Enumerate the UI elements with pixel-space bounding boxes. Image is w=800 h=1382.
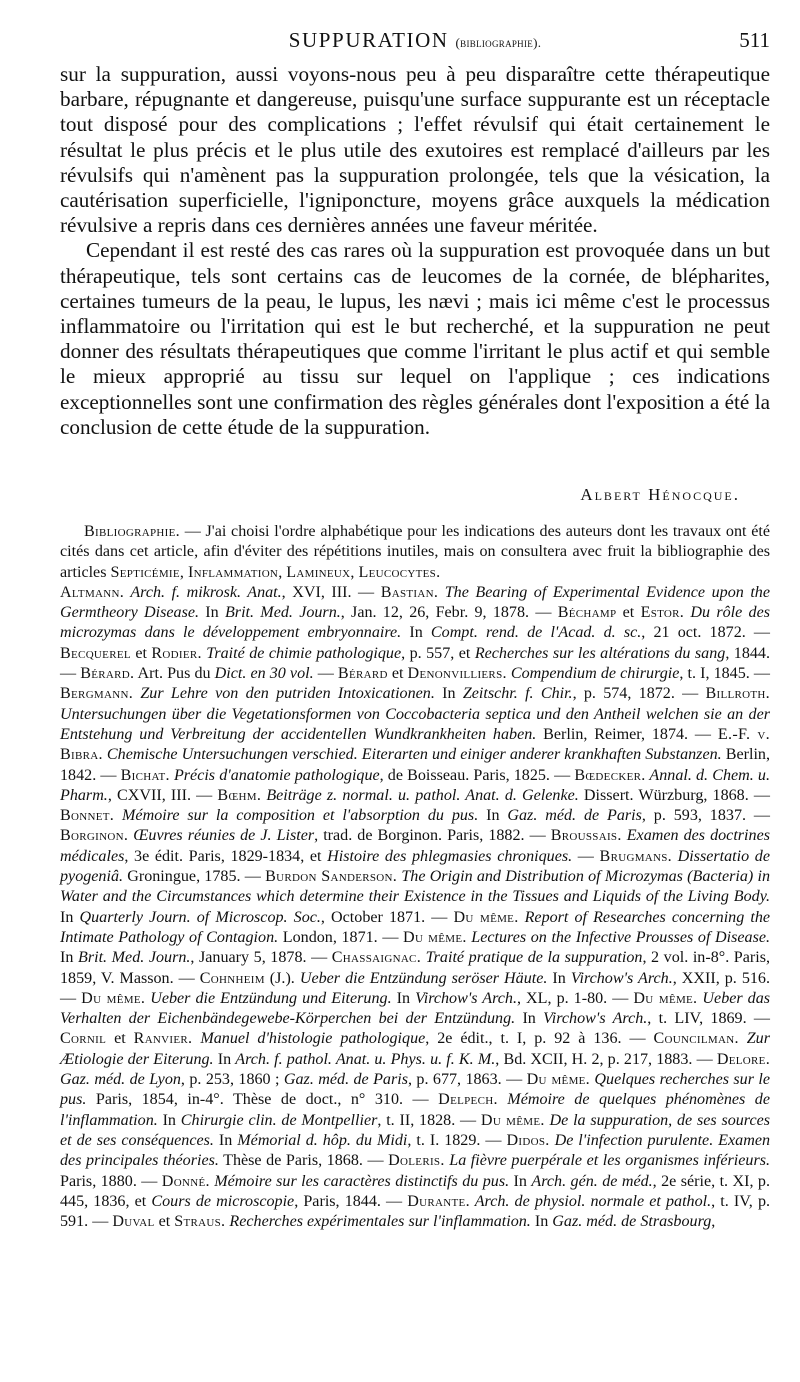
reference-title: Recherches expérimentales sur l'inflammation. <box>225 1213 531 1231</box>
reference-title: The Origin and Distribution of Microzymas (Bacteria) in Water and the Circumstances which determine their Existence in the Tissues and Liquids of the Living Body. <box>60 868 771 906</box>
paragraph-2: Cependant il est resté des cas rares où la suppuration est provoquée dans un but thérapeutique, tels sont certains cas de leucomes de la cornée, de blépharites, certaines tumeurs de la peau, le lupus, les nævi ; mais ici même c'est le processus inflammatoire ou l'irritation qui est le but recherché, et la suppuration ne peut donner des résultats thérapeutiques que comme l'irritant le plus actif et qui semble le mieux approprié au tissu sur lequel on l'applique ; ces indications exceptionnelles sont une confirmation des règles générales dont l'exposition a été la conclusion de cette étude de la suppuration. <box>60 238 770 439</box>
reference-text: (J.). <box>264 969 300 987</box>
reference-author: Duval <box>112 1213 155 1231</box>
reference-text: , p. 593, 1837. — <box>641 807 770 825</box>
reference-text: In <box>60 949 78 967</box>
reference-title: Chirurgie clin. de Montpellier <box>180 1111 378 1129</box>
reference-author: Broussais. <box>550 827 622 845</box>
reference-text: , p. 574, 1872. — <box>572 685 706 703</box>
reference-title: Gaz. méd. de Strasbourg <box>552 1213 712 1231</box>
reference-text: , t. I, 1845. — <box>679 665 770 683</box>
reference-title: Virchow's Arch. <box>415 989 517 1007</box>
reference-text: , trad. de Borginon. Paris, 1882. — <box>314 827 551 845</box>
reference-author: Rodier. <box>151 644 202 662</box>
reference-text: , t. I. 1829. — <box>407 1131 507 1149</box>
reference-author: Bœdecker. <box>574 766 646 784</box>
reference-author: Durante. <box>407 1192 470 1210</box>
reference-author: Bonnet. <box>60 807 115 825</box>
reference-author: Delore. <box>716 1050 771 1068</box>
reference-title: Chemische Untersuchungen verschied. Eiterarten und einiger anderer krankhaften Substanzen. <box>102 746 722 764</box>
separator: , <box>278 563 287 581</box>
reference-text: In <box>509 1172 532 1190</box>
reference-text: In <box>199 604 225 622</box>
reference-text: , t. LIV, 1869. — <box>647 1010 770 1028</box>
reference-author: Brugmans. <box>599 847 672 865</box>
reference-text: , 3e édit. Paris, 1829-1834, et <box>124 847 328 865</box>
reference-text: et <box>154 1213 175 1231</box>
reference-author: Bastian. <box>380 583 439 601</box>
reference-title: Dict. en 30 vol. <box>214 665 314 683</box>
reference-title: Du rôle des microzymas dans le développement embryonnaire. <box>60 604 771 642</box>
reference-author: E.-F. v. Bibra. <box>60 725 770 764</box>
end-punctuation: . <box>436 563 441 581</box>
reference-text: et <box>130 644 152 662</box>
reference-title: Quelques recherches sur le pus. <box>60 1071 771 1109</box>
reference-text: In <box>434 685 463 703</box>
reference-title: Précis d'anatomie pathologique <box>169 766 380 784</box>
reference-author: Billroth. <box>705 685 770 703</box>
reference-text: In <box>515 1010 544 1028</box>
reference-text: , 2e série, t. XI, p. 445, 1836, et <box>60 1172 770 1210</box>
reference-author: Altmann. <box>60 583 125 601</box>
reference-text: Art. Pus du <box>134 665 215 683</box>
reference-author: Bœhm. <box>217 786 262 804</box>
reference-text: London, 1871. — <box>278 928 404 946</box>
reference-text: Paris, 1854, in-4°. Thèse de doct., n° 310. — <box>86 1091 439 1109</box>
reference-title: Ueber die Entzündung und Eiterung. <box>145 989 392 1007</box>
reference-title: Mémorial d. hôp. du Midi <box>237 1131 408 1149</box>
reference-author: Bichat. <box>120 766 170 784</box>
section-subtitle: (bibliographie). <box>455 35 542 50</box>
reference-text: , 2 vol. in-8°. Paris, 1859, V. Masson. — <box>60 949 771 987</box>
reference-title: Recherches sur les altérations du sang <box>474 644 726 662</box>
reference-title: Compendium de chirurgie <box>506 665 680 683</box>
reference-author: Du même. <box>453 908 519 926</box>
reference-text: Berlin, Reimer, 1874. — <box>536 725 718 743</box>
reference-title: Zeitschr. f. Chir. <box>462 685 573 703</box>
reference-title: La fièvre puerpérale et les organismes inférieurs. <box>444 1152 770 1170</box>
reference-text: In <box>60 908 80 926</box>
reference-title: Dissertatio de pyogeniâ. <box>60 847 770 886</box>
reference-author: Borginon. <box>60 827 129 845</box>
reference-title: Arch. de physiol. normale et pathol. <box>469 1192 712 1210</box>
reference-author: Béchamp <box>557 604 617 622</box>
reference-text: , XXII, p. 516. — <box>60 969 771 1007</box>
reference-title: Annal. d. Chem. u. Pharm. <box>60 766 770 804</box>
reference-text: — <box>572 847 600 865</box>
reference-title: Beiträge z. normal. u. pathol. Anat. d. Gelenke. <box>261 786 579 804</box>
reference-author: Straus. <box>174 1213 226 1231</box>
reference-title: Traité de chimie pathologique <box>201 644 402 662</box>
reference-author: Cornil <box>60 1030 107 1048</box>
reference-author: Du même. <box>480 1111 545 1129</box>
separator: , <box>179 563 188 581</box>
reference-text: In <box>213 1050 236 1068</box>
bibliography-intro-text: — J'ai choisi l'ordre alphabétique pour les indications des auteurs dont les travaux ont été cités dans cet article, afin d'éviter des répétitions inutiles, mais on consultera avec fruit la bibliographie des articles <box>60 523 770 581</box>
reference-text: , Bd. XCII, H. 2, p. 217, 1883. — <box>495 1050 717 1068</box>
reference-title: De l'infection purulente. Examen des principales théories. <box>60 1131 771 1170</box>
reference-author: Donné. <box>161 1172 210 1190</box>
reference-text: Paris, 1880. — <box>60 1172 162 1190</box>
reference-text: , October 1871. — <box>320 908 454 926</box>
reference-text: , 21 oct. 1872. — <box>641 624 771 642</box>
reference-title: Cours de microscopie <box>151 1192 295 1210</box>
reference-text: In <box>213 1131 238 1149</box>
reference-author: Chassaignac. <box>331 949 422 967</box>
bibliography-entries <box>60 583 770 1233</box>
reference-author: Du même. <box>81 989 146 1007</box>
reference-text: , p. 677, 1863. — <box>407 1071 527 1089</box>
reference-text: , Paris, 1844. — <box>294 1192 408 1210</box>
reference-title: Œuvres réunies de J. Lister <box>128 827 315 845</box>
reference-title: Brit. Med. Journ. <box>78 949 191 967</box>
cross-ref-lamineux: Lamineux <box>286 563 351 581</box>
reference-text: , 1844. — <box>60 644 770 683</box>
reference-author: Estor. <box>640 604 685 622</box>
reference-text: , Jan. 12, 26, Febr. 9, 1878. — <box>340 604 558 622</box>
reference-title: Mémoire sur les caractères distinctifs du pus. <box>209 1172 510 1190</box>
reference-title: Mémoire sur la composition et l'absorption du pus. <box>114 807 479 825</box>
reference-title: Arch. gén. de méd. <box>531 1172 653 1190</box>
reference-author: Bergmann. <box>60 685 134 703</box>
reference-author: Du même. <box>526 1071 590 1089</box>
reference-author: Du même. <box>633 989 698 1007</box>
reference-author: Cohnheim <box>199 969 265 987</box>
reference-title: Untersuchungen über die Vegetationsformen von Coccobacteria septica und den Antheil welchen sie an der Entstehung und Verbreitung der accidentellen Wundkrankheiten haben. <box>60 705 770 743</box>
reference-title: Gaz. méd. de Paris <box>507 807 642 825</box>
cross-ref-septicemie: Septicémie <box>110 563 180 581</box>
reference-title: Gaz. méd. de Paris <box>283 1071 408 1089</box>
reference-title: Arch. f. pathol. Anat. u. Phys. u. f. K. M. <box>235 1050 496 1068</box>
reference-text: — <box>313 665 338 683</box>
reference-title: Ueber die Entzündung seröser Häute. <box>299 969 548 987</box>
reference-author: Denonvilliers. <box>407 665 507 683</box>
reference-text: , XL, p. 1-80. — <box>517 989 634 1007</box>
reference-text: In <box>530 1213 553 1231</box>
bibliography-intro <box>60 522 770 583</box>
reference-text: In <box>478 807 508 825</box>
reference-title: Ueber das Verhalten der Eichenbändegewebe-Körperchen bei der Entzündung. <box>60 989 771 1028</box>
reference-title: Traité pratique de la suppuration <box>421 949 643 967</box>
running-head <box>60 26 770 56</box>
reference-title: Zur Ætiologie der Eiterung. <box>60 1030 770 1068</box>
reference-text: , XVI, III. — <box>281 583 381 601</box>
reference-text: , de Boisseau. Paris, 1825. — <box>379 766 575 784</box>
reference-text: , t. IV, p. 591. — <box>60 1192 771 1231</box>
reference-text: et <box>106 1030 134 1048</box>
reference-title: Manuel d'histologie pathologique <box>192 1030 426 1048</box>
reference-author: Didos. <box>506 1131 550 1149</box>
reference-author: Du même. <box>403 928 467 946</box>
paragraph-1: sur la suppuration, aussi voyons-nous peu à peu disparaître cette thérapeutique barbare, répugnante et dangereuse, puisqu'une surface suppurante est un réceptacle tout disposé pour des complications ; l'effet révulsif qui était certainement le résultat le plus précis et le plus utile des exutoires est remplacé d'ailleurs par les révulsifs qui n'amènent pas la suppuration prolongée, tels que la vésication, la cautérisation superficielle, l'igniponcture, moyens grâce auxquels la médication révulsive a repris dans ces dernières années une faveur méritée. <box>60 62 770 238</box>
main-text <box>60 62 770 440</box>
reference-title: Virchow's Arch. <box>543 1010 648 1028</box>
reference-text: In <box>401 624 431 642</box>
reference-text: In <box>547 969 571 987</box>
reference-text: , January 5, 1878. — <box>190 949 332 967</box>
reference-title: Compt. rend. de l'Acad. d. sc. <box>430 624 642 642</box>
reference-title: De la suppuration, de ses sources et de ses conséquences. <box>60 1111 771 1149</box>
reference-text: , <box>711 1213 716 1231</box>
reference-author: Bérard <box>337 665 388 683</box>
reference-title: Lectures on the Infective Prousses of Disease. <box>466 928 771 946</box>
page-number: 511 <box>739 28 770 52</box>
reference-title: The Bearing of Experimental Evidence upon the Germtheory Disease. <box>60 583 770 622</box>
reference-title: Examen des doctrines médicales <box>60 827 770 865</box>
bibliography <box>60 522 770 1232</box>
reference-text: , p. 557, et <box>401 644 475 662</box>
reference-text: , p. 253, 1860 ; <box>180 1071 284 1089</box>
reference-text: et <box>387 665 408 683</box>
reference-title: Brit. Med. Journ. <box>224 604 341 622</box>
reference-author: Delpech. <box>438 1091 498 1109</box>
reference-title: Arch. f. mikrosk. Anat. <box>124 583 282 601</box>
reference-title: Gaz. méd. de Lyon <box>60 1071 181 1089</box>
reference-title: Report of Researches concerning the Intimate Pathology of Contagion. <box>60 908 771 946</box>
reference-title: Mémoire de quelques phénomènes de l'inflammation. <box>60 1091 770 1129</box>
reference-title: Quarterly Journ. of Microscop. Soc. <box>79 908 321 926</box>
reference-title: Histoire des phlegmasies chroniques. <box>327 847 573 865</box>
reference-text: et <box>616 604 641 622</box>
reference-text: Thèse de Paris, 1868. — <box>218 1152 389 1170</box>
reference-author: Becquerel <box>60 644 131 662</box>
reference-text: In <box>157 1111 181 1129</box>
reference-author: Councilman. <box>653 1030 739 1048</box>
author-signature: Albert Hénocque. <box>580 485 740 504</box>
reference-title: Zur Lehre von den putriden Intoxicationen. <box>133 685 435 703</box>
section-title: SUPPURATION <box>288 28 449 52</box>
reference-text: In <box>391 989 416 1007</box>
running-head-title <box>60 28 770 53</box>
bibliography-label: Bibliographie. <box>84 523 180 540</box>
reference-text: , t. II, 1828. — <box>377 1111 481 1129</box>
reference-author: Bérard. <box>80 665 135 683</box>
reference-title: Virchow's Arch. <box>570 969 673 987</box>
reference-text: , 2e édit., t. I, p. 92 à 136. — <box>425 1030 654 1048</box>
reference-text: Groningue, 1785. — <box>123 868 266 886</box>
cross-ref-inflammation: Inflammation <box>187 563 279 581</box>
reference-author: Burdon Sanderson. <box>265 868 398 886</box>
reference-author: Ranvier. <box>133 1030 193 1048</box>
reference-author: Doleris. <box>388 1152 445 1170</box>
separator: , <box>350 563 359 581</box>
reference-text: , CXVII, III. — <box>107 786 218 804</box>
reference-text: Dissert. Würzburg, 1868. — <box>578 786 770 804</box>
cross-ref-leucocytes: Leucocytes <box>358 563 437 581</box>
reference-text: Berlin, 1842. — <box>60 746 770 784</box>
